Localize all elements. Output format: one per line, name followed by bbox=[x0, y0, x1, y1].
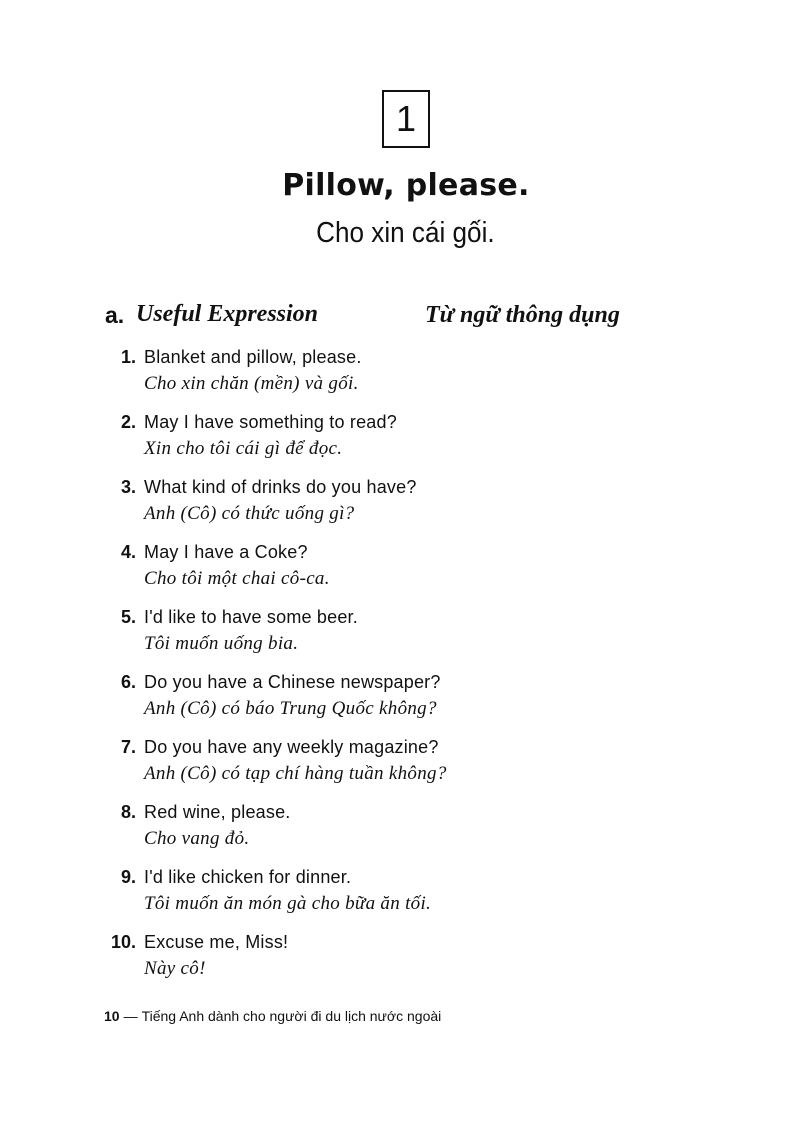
expression-item bbox=[0, 409, 800, 474]
chapter-title-english: Pillow, please. bbox=[282, 168, 530, 203]
expression-item bbox=[0, 669, 800, 734]
chapter-title-vietnamese: Cho xin cái gối. bbox=[316, 217, 495, 249]
expression-item bbox=[0, 539, 800, 604]
expression-english: I'd like chicken for dinner. bbox=[144, 867, 352, 887]
expression-vietnamese: Tôi muốn uống bia. bbox=[144, 633, 299, 654]
expression-english: What kind of drinks do you have? bbox=[144, 477, 417, 497]
expression-number: 6. bbox=[120, 672, 136, 692]
book-title: Tiếng Anh dành cho người đi du lịch nước ngoài bbox=[141, 1008, 442, 1024]
expression-item bbox=[0, 929, 800, 994]
expression-number: 3. bbox=[120, 477, 136, 497]
expression-english: Excuse me, Miss! bbox=[144, 932, 289, 952]
section-heading bbox=[105, 302, 665, 338]
expression-item bbox=[0, 604, 800, 669]
expression-number: 4. bbox=[120, 542, 136, 562]
expression-item bbox=[0, 474, 800, 539]
section-letter: a. bbox=[105, 302, 125, 328]
expression-english: Red wine, please. bbox=[144, 802, 291, 822]
expression-vietnamese: Anh (Cô) có báo Trung Quốc không? bbox=[144, 698, 437, 719]
chapter-number: 1 bbox=[395, 98, 417, 139]
expression-item bbox=[0, 799, 800, 864]
expression-number: 2. bbox=[120, 412, 136, 432]
expression-vietnamese: Cho tôi một chai cô-ca. bbox=[144, 568, 330, 589]
footer-separator: — bbox=[123, 1008, 138, 1024]
page-footer bbox=[104, 1007, 441, 1025]
expression-number: 1. bbox=[120, 347, 136, 367]
expression-english: Blanket and pillow, please. bbox=[144, 347, 362, 367]
section-title-english: Useful Expression bbox=[136, 301, 319, 327]
expression-number: 9. bbox=[120, 867, 136, 887]
expression-vietnamese: Cho vang đỏ. bbox=[144, 828, 250, 849]
expression-vietnamese: Anh (Cô) có thức uống gì? bbox=[144, 503, 355, 524]
expression-vietnamese: Xin cho tôi cái gì để đọc. bbox=[144, 438, 343, 459]
expression-number: 7. bbox=[120, 737, 136, 757]
expression-number: 8. bbox=[120, 802, 136, 822]
expression-item bbox=[0, 344, 800, 409]
expression-english: May I have a Coke? bbox=[144, 542, 308, 562]
expression-number: 10. bbox=[110, 932, 136, 952]
expression-english: I'd like to have some beer. bbox=[144, 607, 358, 627]
expression-number: 5. bbox=[120, 607, 136, 627]
expression-vietnamese: Anh (Cô) có tạp chí hàng tuần không? bbox=[144, 763, 447, 784]
page-number: 10 bbox=[104, 1008, 120, 1024]
expression-item bbox=[0, 734, 800, 799]
expression-list bbox=[0, 344, 800, 994]
expression-vietnamese: Cho xin chăn (mền) và gối. bbox=[144, 373, 359, 394]
expression-english: May I have something to read? bbox=[144, 412, 397, 432]
expression-item bbox=[0, 864, 800, 929]
chapter-number-box bbox=[382, 90, 430, 148]
expression-vietnamese: Này cô! bbox=[144, 958, 206, 979]
expression-vietnamese: Tôi muốn ăn món gà cho bữa ăn tối. bbox=[144, 893, 432, 914]
expression-english: Do you have a Chinese newspaper? bbox=[144, 672, 441, 692]
section-title-vietnamese: Từ ngữ thông dụng bbox=[425, 302, 620, 328]
expression-english: Do you have any weekly magazine? bbox=[144, 737, 439, 757]
